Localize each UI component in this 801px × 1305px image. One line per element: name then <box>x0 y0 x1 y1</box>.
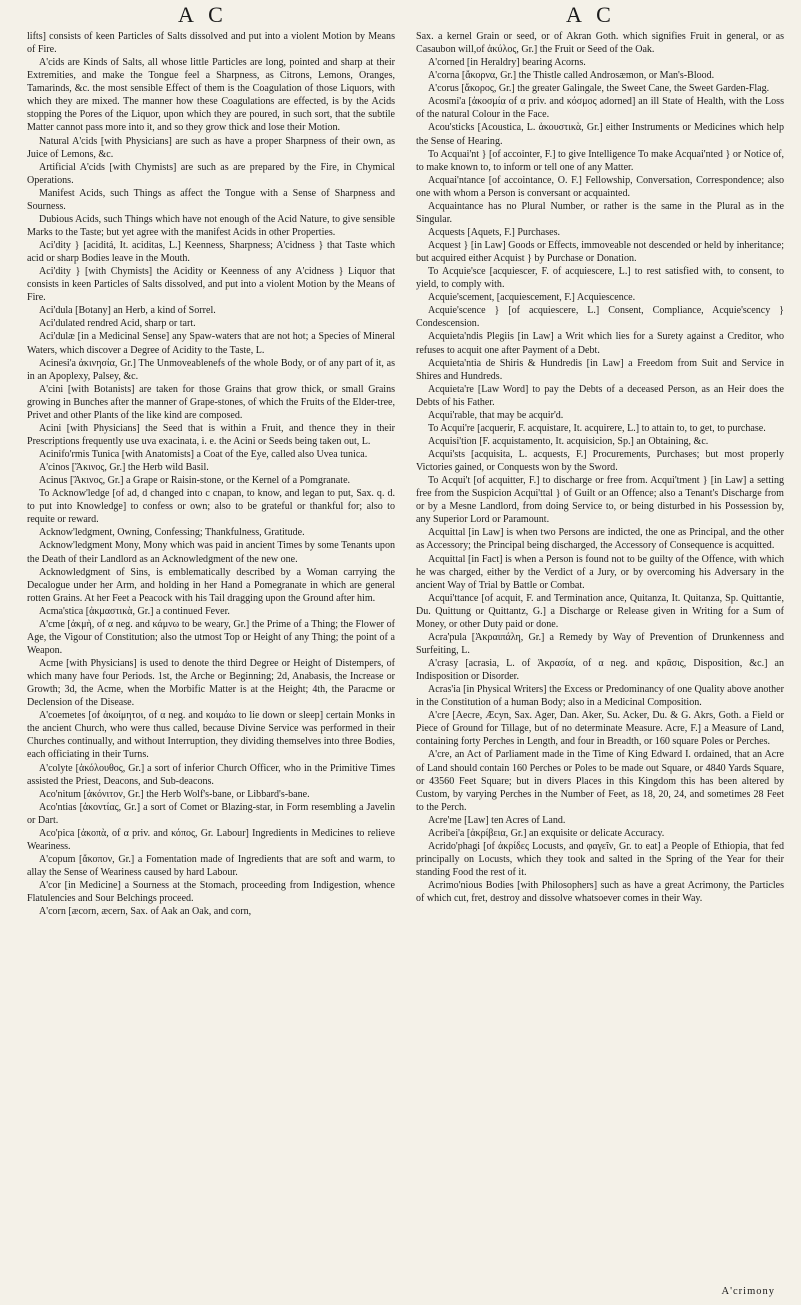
dictionary-entry: To Acquie'sce [acquiescer, F. of acquiescere, L.] to rest satisfied with, to consent, to yield, to comply with. <box>416 266 784 291</box>
dictionary-entry: Acribei'a [ἀκρίβεια, Gr.] an exquisite or delicate Accuracy. <box>428 827 665 839</box>
dictionary-entry: Acquest } [in Law] Goods or Effects, immoveable not descended or held by inheritance; but acquired either Acquist } by Purchase or Donation. <box>416 240 784 265</box>
dictionary-entry: Acinifo'rmis Tunica [with Anatomists] a Coat of the Eye, called also Uvea tunica. <box>39 449 368 460</box>
dictionary-entry: Acquieta'ndis Plegiis [in Law] a Writ which lies for a Surety against a Creditor, who refuses to acquit one after Payment of a Debt. <box>416 331 784 356</box>
dictionary-entry: Acqui'sts [acquisita, L. acquests, F.] Procurements, Purchases; but most properly Victories gained, or Conquests won by the Sword. <box>416 449 784 474</box>
dictionary-entry: Acquests [Aquets, F.] Purchases. <box>428 226 561 238</box>
dictionary-entry: Acrido'phagi [of ἀκρίδες Locusts, and φαγεῖν, Gr. to eat] a People of Ethiopia, that fed principally on Locusts, which they took and salted in the Spring of the Year for their standing Food the rest of it. <box>416 840 784 878</box>
dictionary-entry: Aci'dulæ [in a Medicinal Sense] any Spaw-waters that are not hot; a Species of Mineral Waters, which discover a Degree of Acidity to the Taste, L. <box>27 331 395 356</box>
dictionary-entry: Acquaintance has no Plural Number, or rather is the same in the Plural as in the Singular. <box>416 200 784 225</box>
dictionary-entry: Acosmi'a [ἀκοσμία of α priv. and κόσμος adorned] an ill State of Health, with the Loss of the natural Colour in the Face. <box>416 96 784 121</box>
dictionary-entry: A'cini [with Botanists] are taken for those Grains that grow thick, or small Grains growing in Bunches after the manner of Grape-stones, of which the Fruits of the Elder-tree, Privet and other Plants of the like kind are composed. <box>27 383 395 421</box>
dictionary-entry: Acknow'ledgment, Owning, Confessing; Thankfulness, Gratitude. <box>39 527 305 539</box>
dictionary-entry: To Acquai'nt } [of accointer, F.] to give Intelligence To make Acquai'nted } or Notice of, to make known to, to inform or tell one of any Matter. <box>416 148 784 173</box>
dictionary-entry: Aci'dity } [aciditá, It. aciditas, L.] Keenness, Sharpness; A'cidness } that Taste which acid or sharp Bodies leave in the Mouth. <box>27 240 395 265</box>
dictionary-entry: Aco'ntias [ἀκοντίας, Gr.] a sort of Comet or Blazing-star, in Form resembling a Javelin or Dart. <box>27 801 395 826</box>
dictionary-entry: Aci'dula [Botany] an Herb, a kind of Sorrel. <box>39 305 216 317</box>
dictionary-entry: Acinus [Ἄκινος, Gr.] a Grape or Raisin-stone, or the Kernel of a Pomgranate. <box>39 475 351 487</box>
dictionary-entry: Acquisi'tion [F. acquistamento, It. acquisicion, Sp.] an Obtaining, &c. <box>428 435 709 447</box>
dictionary-entry: To Acqui't [of acquitter, F.] to discharge or free from. Acqui'tment } [in Law] a setting free from the Suspicion Acqui'ttal } of Guilt or an Offence; also a Tenant's Discharge from or by a Mesne Landlord, from doing Service to, or being disturbed in his Possession by, any Superior Lord or Paramount. <box>416 475 784 526</box>
dictionary-entry: A'cme [ἀκμὴ, of α neg. and κάμνω to be weary, Gr.] the Prime of a Thing; the Flower of Age, the Vigour of Constitution; also the utmost Top or Height of any Thing; the point of a Weapon. <box>27 618 395 656</box>
dictionary-entry: Acquai'ntance [of accointance, O. F.] Fellowship, Conversation, Correspondence; also one with whom a Person is conversant or acquainted. <box>416 174 784 199</box>
dictionary-entry: Acra'pula [Ἀκραιπάλη, Gr.] a Remedy by Way of Prevention of Drunkenness and Surfeiting, L. <box>416 631 784 656</box>
dictionary-entry: A'colyte [ἀκόλουθος, Gr.] a sort of inferior Church Officer, who in the Primitive Times assisted the Priest, Deacons, and Sub-deacons. <box>27 762 395 787</box>
dictionary-entry: Aci'dulated rendred Acid, sharp or tart. <box>39 318 196 330</box>
dictionary-entry: A'corned [in Heraldry] bearing Acorns. <box>428 57 586 69</box>
dictionary-entry: Acqui'ttance [of acquit, F. and Termination ance, Quitanza, It. Quitanza, Sp. Quittantie, Du. Quittung or Quittantz, G.] a Discharge or Release given in Writing for a Sum of Money, or other Duty paid or done. <box>416 592 784 630</box>
dictionary-entry: To Acqui're [acquerir, F. acquistare, It. acquirere, L.] to attain to, to get, to purchase. <box>428 422 766 434</box>
dictionary-entry: Dubious Acids, such Things which have not enough of the Acid Nature, to give sensible Marks to the Taste; but yet agree with the manifest Acids in other Properties. <box>27 213 395 238</box>
dictionary-entry: A'cre, an Act of Parliament made in the Time of King Edward I. ordained, that an Acre of Land should contain 160 Perches or Poles to be made out Square, or 4840 Yards Square, or 43560 Feet Square; but in divers Places in this Kingdom this has been altered by Custom, by varying Perches in the Number of Feet, as 18, 20, 24, and sometimes 28 Feet to the Perch. <box>416 749 784 813</box>
dictionary-entry: Aco'pica [ἀκοπὰ, of α priv. and κόπος, Gr. Labour] Ingredients in Medicines to relieve Weariness. <box>27 827 395 852</box>
dictionary-entry: Acknow'ledgment Mony, Mony which was paid in ancient Times by some Tenants upon the Death of their Landlord as an Acknowledgment of the new one. <box>27 540 395 565</box>
dictionary-entry: A'cor [in Medicine] a Sourness at the Stomach, proceeding from Indigestion, whence Flatulencies and Sour Belchings proceed. <box>27 880 395 905</box>
dictionary-entry: A'cinos [Ἄκινος, Gr.] the Herb wild Basil. <box>39 462 209 474</box>
dictionary-entry: A'coemetes [of ἀκοίμητοι, of α neg. and κοιμάω to lie down or sleep] certain Monks in the ancient Church, who were thus called, because Divine Service was performed in their Churches continually, and without Interruption, they dividing themselves into three Bodies, each officiating in their Turns. <box>27 710 395 761</box>
header-right: A C <box>566 2 616 27</box>
dictionary-entry: Acras'ia [in Physical Writers] the Excess or Predominancy of one Quality above another in the Constitution of a human Body; also in a Medicinal Composition. <box>416 684 784 709</box>
dictionary-entry: lifts] consists of keen Particles of Salts dissolved and put into a violent Motion by Means of Fire. <box>27 31 395 56</box>
dictionary-entry: To Acknow'ledge [of ad, d changed into c cnapan, to know, and legan to put, Sax. q. d. to put into Knowledge] to confess or own; also to be grateful or thankful for; also to requite or reward. <box>27 488 395 526</box>
left-column <box>27 30 395 918</box>
dictionary-entry: Acknowledgment of Sins, is emblematically described by a Woman carrying the Decalogue under her Arm, and holding in her Hand a Pomegranate in which are general rotten Grains. At her Feet a Peacock with his Tail dragging upon the Ground after him. <box>27 566 395 604</box>
dictionary-entry: A'copum [ἄκοπον, Gr.] a Fomentation made of Ingredients that are soft and warm, to allay the Sense of Weariness caused by hard Labour. <box>27 853 395 878</box>
dictionary-entry: Artificial A'cids [with Chymists] are such as are prepared by the Fire, in Chymical Operations. <box>27 161 395 186</box>
dictionary-entry: Manifest Acids, such Things as affect the Tongue with a Sense of Sharpness and Sourness. <box>27 187 395 212</box>
dictionary-entry: A'crasy [acrasia, L. of Ἀκρασία, of α neg. and κρᾶσις, Disposition, &c.] an Indisposition or Disorder. <box>416 658 784 683</box>
dictionary-entry: Acquie'scement, [acquiescement, F.] Acquiescence. <box>428 292 636 304</box>
dictionary-entry: Acini [with Physicians] the Seed that is within a Fruit, and thence they in their Prescriptions frequently use uva exacinata, i. e. the Acini or Seeds being taken out, L. <box>27 422 395 447</box>
catchword: A'crimony <box>721 1286 775 1297</box>
dictionary-entry: A'corus [ἄκορος, Gr.] the greater Galingale, the Sweet Cane, the Sweet Garden-Flag. <box>428 83 770 95</box>
dictionary-entry: Acquittal [in Fact] is when a Person is found not to be guilty of the Offence, with which he was charged, either by the Verdict of a Jury, or by overcoming his Adversary in the ancient Way of Trial by Battle or Combat. <box>416 553 784 591</box>
dictionary-entry: A'cids are Kinds of Salts, all whose little Particles are long, pointed and sharp at their Extremities, and make the Tongue feel a Sharpness, as Citrons, Lemons, Oranges, Tamarinds, &c. the most sensible Effect of them is the Coagulation of those Liquors, with which they are mixed. The manner how these Coagulations are effected, is by the Acids stopping the Pores of the Liquor, upon which they are poured, in such sort, that the subtile Matter cannot pass more into it, and so they grow thick and lose their Motion. <box>27 57 395 134</box>
dictionary-entry: Acquieta're [Law Word] to pay the Debts of a deceased Person, as an Heir does the Debts of his Father. <box>416 383 784 408</box>
dictionary-entry: Acou'sticks [Acoustica, L. ἀκουστικὰ, Gr.] either Instruments or Medicines which help the Sense of Hearing. <box>416 122 784 147</box>
dictionary-entry: Aco'nitum [ἀκόνιτον, Gr.] the Herb Wolf's-bane, or Libbard's-bane. <box>39 788 310 800</box>
dictionary-entry: Acquie'scence } [of acquiescere, L.] Consent, Compliance, Acquie'scency } Condescension. <box>416 305 784 330</box>
dictionary-entry: Natural A'cids [with Physicians] are such as have a proper Sharpness of their own, as Juice of Lemons, &c. <box>27 135 395 160</box>
dictionary-entry: Acqui'rable, that may be acquir'd. <box>428 409 564 421</box>
running-header <box>0 2 801 28</box>
dictionary-entry: Acinesi'a ἀκινησία, Gr.] The Unmoveablenefs of the whole Body, or of any part of it, as in an Apoplexy, Palsey, &c. <box>27 357 395 382</box>
dictionary-entry: Sax. a kernel Grain or seed, or of Akran Goth. which signifies Fruit in general, or as Casaubon will,of ἀκύλος, Gr.] the Fruit or Seed of the Oak. <box>416 31 784 56</box>
dictionary-entry: Aci'dity } [with Chymists] the Acidity or Keenness of any A'cidness } Liquor that consists in keen Particles of Salts dissolved, and put into a violent Motion by the Means of Fire. <box>27 266 395 304</box>
dictionary-entry: Acrimo'nious Bodies [with Philosophers] such as have a great Acrimony, the Particles of which cut, fret, destroy and dissolve whatsoever comes in their Way. <box>416 880 784 905</box>
dictionary-entry: Acre'me [Law] ten Acres of Land. <box>428 814 566 826</box>
dictionary-entry: A'corn [æcorn, æcern, Sax. of Aak an Oak, and corn, <box>39 906 252 918</box>
header-left: A C <box>178 2 228 27</box>
dictionary-entry: Acme [with Physicians] is used to denote the third Degree or Height of Distempers, of which many have four Periods. 1st, the Arche or Beginning; 2d, Anabasis, the Increase or Growth; 3d, the Acme, when the Morbific Matter is at the Height; 4th, the Paracme or Declension of the Disease. <box>27 658 395 709</box>
dictionary-entry: Acquittal [in Law] is when two Persons are indicted, the one as Principal, and the other as Accessory; the Principal being discharged, the Accessory of Consequence is acquitted. <box>416 527 784 552</box>
right-column <box>416 30 784 905</box>
dictionary-entry: A'corna [ἄκορνα, Gr.] the Thistle called Androsæmon, or Man's-Blood. <box>428 70 715 82</box>
dictionary-entry: A'cre [Aecre, Æcyn, Sax. Ager, Dan. Aker, Su. Acker, Du. & G. Akrs, Goth. a Field or Piece of Ground for Tillage, but of no determinate Measure. Acre, F.] a Measure of Land, containing forty Perches in Length, and four in Breadth, or 160 square Poles or Perches. <box>416 710 784 748</box>
dictionary-entry: Acma'stica [ἀκμαστικὰ, Gr.] a continued Fever. <box>39 605 230 617</box>
dictionary-entry: Acquieta'ntia de Shiris & Hundredis [in Law] a Freedom from Suit and Service in Shires and Hundreds. <box>416 357 784 382</box>
